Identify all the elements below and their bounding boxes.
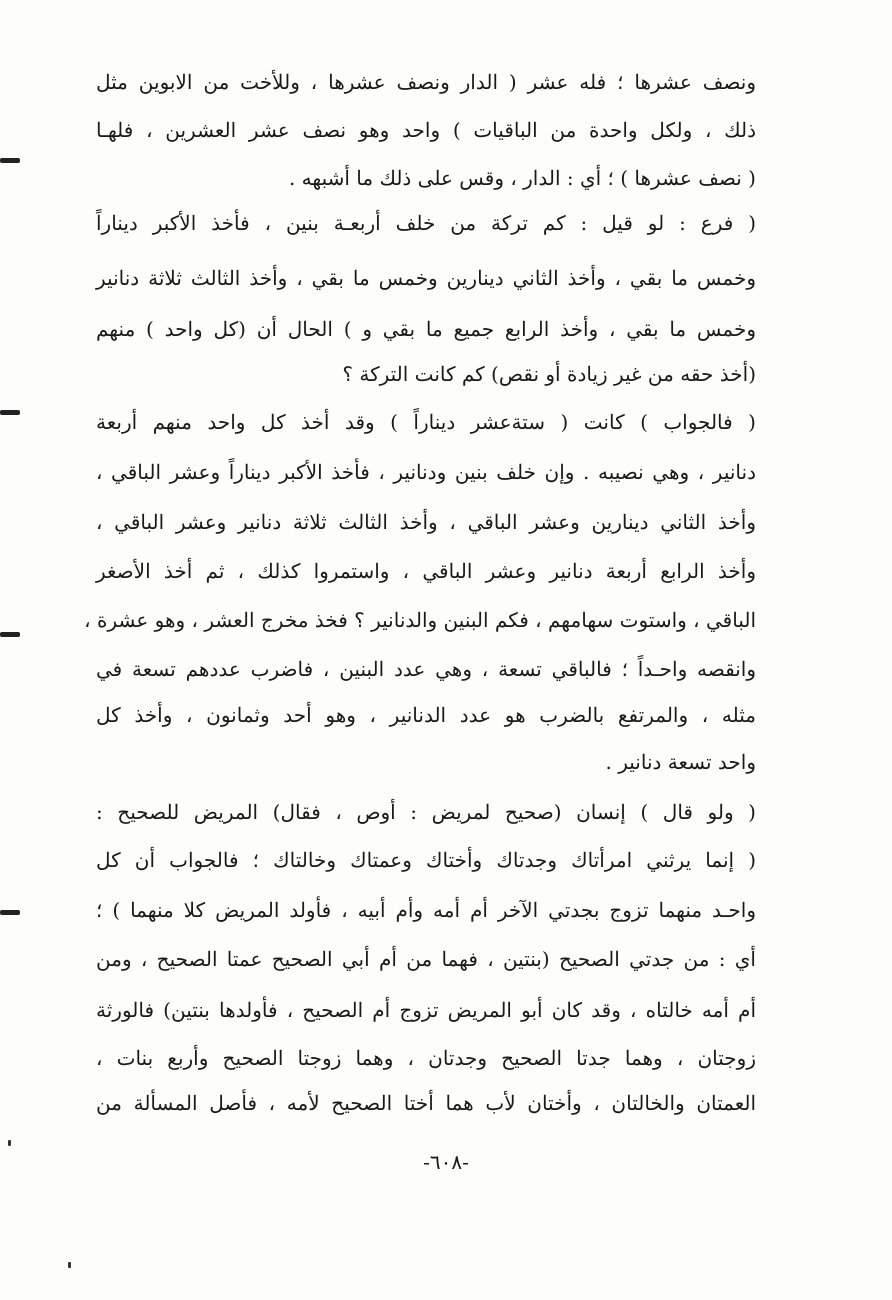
text-line: واحد تسعة دنانير . [605, 750, 756, 774]
text-line: وخمس ما بقي ، وأخذ الرابع جميع ما بقي و ) الحال أن (كل واحد ) منهم [96, 317, 756, 341]
text-line: زوجتان ، وهما جدتا الصحيح وجدتان ، وهما زوجتا الصحيح وأربع بنات ، [96, 1046, 756, 1070]
margin-mark [0, 410, 20, 415]
text-line: الباقي ، واستوت سهامهم ، فكم البنين والدنانير ؟ فخذ مخرج العشر ، وهو عشرة ، [84, 608, 756, 632]
edge-dot [8, 1140, 11, 1146]
margin-mark [0, 910, 20, 915]
text-line: واحـد منهما تزوج بجدتي الآخر أم أمه وأم أبيه ، فأولد المريض كلا منهما ) ؛ [96, 898, 756, 922]
text-line: ( ولو قال ) إنسان (صحيح لمريض : أوص ، فقال) المريض للصحيح : [96, 800, 756, 824]
text-line: العمتان والخالتان ، وأختان لأب هما أختا الصحيح لأمه ، فأصل المسألة من [96, 1091, 756, 1115]
text-line: ذلك ، ولكل واحدة من الباقيات ) واحد وهو نصف عشر العشرين ، فلهـا [96, 118, 756, 142]
text-line: وأخذ الثاني دينارين وعشر الباقي ، وأخذ الثالث ثلاثة دنانير وعشر الباقي ، [96, 510, 756, 534]
text-line: ( نصف عشرها ) ؛ أي : الدار ، وقس على ذلك ما أشبهه . [288, 166, 756, 190]
text-line: وخمس ما بقي ، وأخذ الثاني دينارين وخمس ما بقي ، وأخذ الثالث ثلاثة دنانير [96, 266, 756, 290]
text-line: ( فالجواب ) كانت ( ستةعشر ديناراً ) وقد أخذ كل واحد منهم أربعة [96, 410, 756, 434]
page-number: -٦٠٨- [423, 1150, 469, 1174]
text-line: أي : من جدتي الصحيح (بنتين ، فهما من أم أبي الصحيح عمتا الصحيح ، ومن [96, 947, 756, 971]
text-line: ونصف عشرها ؛ فله عشر ( الدار ونصف عشرها ، وللأخت من الابوين مثل [96, 70, 756, 94]
edge-dot [68, 1262, 71, 1268]
text-line: ( فرع : لو قيل : كم تركة من خلف أربعـة بنين ، فأخذ الأكبر ديناراً [96, 211, 756, 235]
text-line: وأخذ الرابع أربعة دنانير وعشر الباقي ، واستمروا كذلك ، ثم أخذ الأصغر [96, 559, 756, 583]
text-line: ( إنما يرثني امرأتاك وجدتاك وأختاك وعمتاك وخالتاك ؛ فالجواب أن كل [96, 848, 756, 872]
margin-mark [0, 158, 20, 163]
text-line: مثله ، والمرتفع بالضرب هو عدد الدنانير ، وهو أحد وثمانون ، وأخذ كل [96, 703, 756, 727]
text-line: (أخذ حقه من غير زيادة أو نقص) كم كانت التركة ؟ [342, 362, 756, 386]
margin-mark [0, 632, 20, 637]
text-line: أم أمه خالتاه ، وقد كان أبو المريض تزوج أم الصحيح ، فأولدها بنتين) فالورثة [96, 998, 756, 1022]
text-line: وانقصه واحـداً ؛ فالباقي تسعة ، وهي عدد البنين ، فاضرب عددهم تسعة في [96, 657, 757, 681]
text-line: دنانير ، وهي نصيبه . وإن خلف بنين ودنانير ، فأخذ الأكبر ديناراً وعشر الباقي ، [96, 460, 756, 484]
